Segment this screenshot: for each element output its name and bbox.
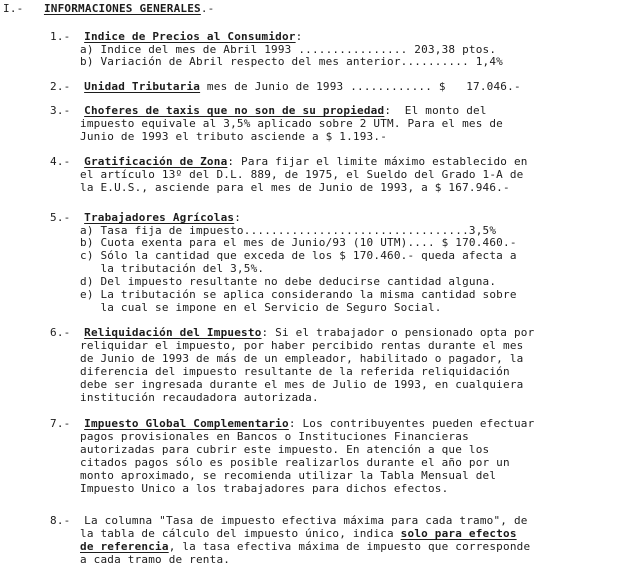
item-8-emphasis: de referencia <box>80 540 169 553</box>
item-8-emphasis: solo para efectos <box>400 527 517 540</box>
item-3-heading: Choferes de taxis que no son de su propiedad <box>84 104 385 117</box>
item-2-heading: Unidad Tributaria <box>84 80 201 93</box>
item-7-line: autorizadas para cubrir este impuesto. En atención a que los <box>80 443 490 456</box>
item-1-heading: Indice de Precios al Consumidor <box>84 30 296 43</box>
item-5-line: d) Del impuesto resultante no debe deducirse cantidad alguna. <box>80 275 497 288</box>
item-4-number: 4.- <box>50 155 71 168</box>
item-2-line: 2.- Unidad Tributaria mes de Junio de 1993 ............ $ 17.046.- <box>50 80 521 93</box>
item-8-number: 8.- <box>50 514 71 527</box>
item-6-line: debe ser ingresada durante el mes de Julio de 1993, en cualquiera <box>80 378 524 391</box>
item-5-line: b) Cuota exenta para el mes de Junio/93 (10 UTM).... $ 170.460.- <box>80 236 517 249</box>
section-header: I.- INFORMACIONES GENERALES.- <box>3 2 215 15</box>
item-5-line: a) Tasa fija de impuesto.................................3,5% <box>80 224 497 237</box>
item-4-line: el artículo 13º del D.L. 889, de 1975, el Sueldo del Grado 1-A de <box>80 168 524 181</box>
item-1-heading-line: 1.- Indice de Precios al Consumidor: <box>50 30 303 43</box>
item-8-line: de referencia, la tasa efectiva máxima de impuesto que corresponde <box>80 540 531 553</box>
item-7-heading: Impuesto Global Complementario <box>84 417 289 430</box>
item-4-heading: Gratificación de Zona <box>84 155 228 168</box>
item-3-number: 3.- <box>50 104 71 117</box>
item-7-line: pagos provisionales en Bancos o Instituciones Financieras <box>80 430 469 443</box>
item-3-line: Junio de 1993 el tributo asciende a $ 1.193.- <box>80 130 388 143</box>
item-6-line: de Junio de 1993 de más de un empleador, habilitado o pagador, la <box>80 352 524 365</box>
item-6-heading: Reliquidación del Impuesto <box>84 326 262 339</box>
item-4-line: la E.U.S., asciende para el mes de Junio de 1993, a $ 167.946.- <box>80 181 510 194</box>
item-1-line: b) Variación de Abril respecto del mes anterior.......... 1,4% <box>80 55 503 68</box>
item-5-line: la cual se impone en el Servicio de Seguro Social. <box>80 301 442 314</box>
item-7-line: Impuesto Unico a los trabajadores para dichos efectos. <box>80 482 449 495</box>
item-6-line: institución recaudadora autorizada. <box>80 391 319 404</box>
item-7-heading-line: 7.- Impuesto Global Complementario: Los contribuyentes pueden efectuar <box>50 417 535 430</box>
item-7-line: citados pagos sólo es posible realizarlos durante el año por un <box>80 456 510 469</box>
item-5-heading-line: 5.- Trabajadores Agrícolas: <box>50 211 242 224</box>
item-7-line: monto aproximado, se recomienda utilizar la Tabla Mensual del <box>80 469 497 482</box>
item-1-number: 1.- <box>50 30 71 43</box>
item-4-heading-line: 4.- Gratificación de Zona: Para fijar el limite máximo establecido en <box>50 155 528 168</box>
item-8-line: la tabla de cálculo del impuesto único, indica solo para efectos <box>80 527 517 540</box>
item-5-heading: Trabajadores Agrícolas <box>84 211 235 224</box>
item-5-line: e) La tributación se aplica considerando la misma cantidad sobre <box>80 288 517 301</box>
item-6-line: diferencia del impuesto resultante de la referida reliquidación <box>80 365 510 378</box>
item-5-number: 5.- <box>50 211 71 224</box>
item-2-number: 2.- <box>50 80 71 93</box>
item-5-line: la tributación del 3,5%. <box>80 262 265 275</box>
section-title: INFORMACIONES GENERALES <box>43 2 201 15</box>
item-6-number: 6.- <box>50 326 71 339</box>
section-roman: I.- <box>3 2 24 15</box>
item-3-heading-line: 3.- Choferes de taxis que no son de su propiedad: El monto del <box>50 104 487 117</box>
item-6-heading-line: 6.- Reliquidación del Impuesto: Si el trabajador o pensionado opta por <box>50 326 535 339</box>
item-3-line: impuesto equivale al 3,5% aplicado sobre 2 UTM. Para el mes de <box>80 117 503 130</box>
item-6-line: reliquidar el impuesto, por haber percibido rentas durante el mes <box>80 339 524 352</box>
item-7-number: 7.- <box>50 417 71 430</box>
item-5-line: c) Sólo la cantidad que exceda de los $ 170.460.- queda afecta a <box>80 249 517 262</box>
item-1-line: a) Indice del mes de Abril 1993 ................ 203,38 ptos. <box>80 43 497 56</box>
item-8-line: a cada tramo de renta. <box>80 553 231 566</box>
item-8-line: 8.- La columna "Tasa de impuesto efectiva máxima para cada tramo", de <box>50 514 528 527</box>
